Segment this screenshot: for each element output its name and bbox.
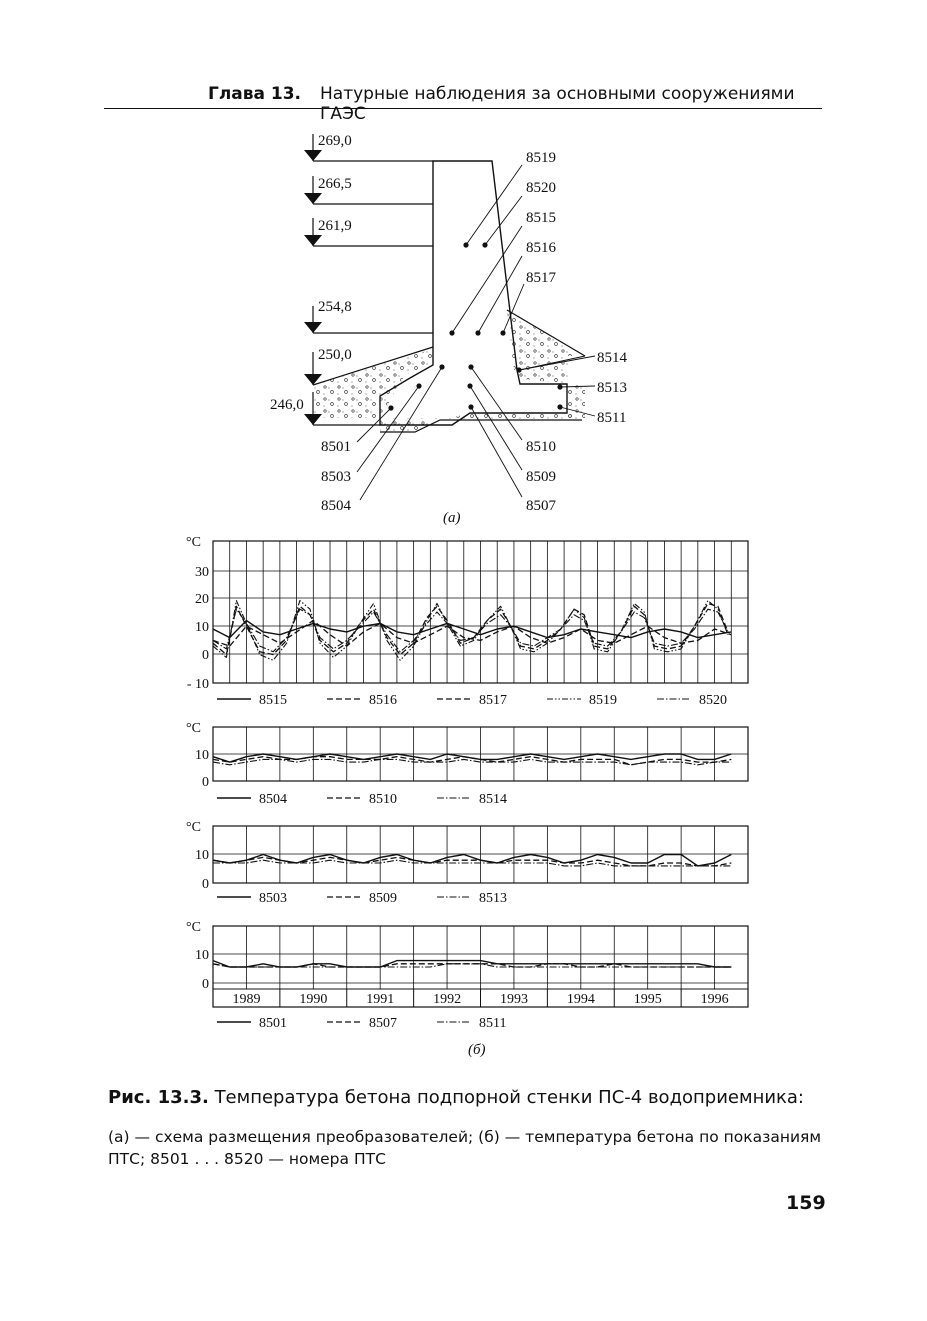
legend-label: 8517 <box>479 693 507 708</box>
legend-label: 8515 <box>259 693 287 708</box>
elevation-label: 266,5 <box>318 176 352 192</box>
sensor-label: 8507 <box>526 498 556 514</box>
caption-line: ПТС; 8501 . . . 8520 — номера ПТС <box>108 1150 386 1168</box>
y-tick-label: 20 <box>195 592 209 607</box>
legend-label: 8510 <box>369 792 397 807</box>
y-tick-label: 30 <box>195 565 209 580</box>
y-axis-unit: °C <box>186 721 201 736</box>
elevation-label: 250,0 <box>318 347 352 363</box>
sensor-label: 8516 <box>526 240 556 256</box>
y-axis-unit: °C <box>186 535 201 550</box>
y-tick-label: - 10 <box>186 677 209 692</box>
x-tick-label: 1991 <box>366 992 395 1007</box>
legend-label: 8516 <box>369 693 397 708</box>
figure-caption <box>108 1087 828 1108</box>
legend-label: 8520 <box>699 693 727 708</box>
y-tick-label: 10 <box>195 620 209 635</box>
y-tick-label: 10 <box>195 948 209 963</box>
sensor-label: 8510 <box>526 439 556 455</box>
sensor-label: 8517 <box>526 270 556 286</box>
y-tick-label: 10 <box>195 748 209 763</box>
legend-label: 8501 <box>259 1016 287 1031</box>
chapter-title: Натурные наблюдения за основными сооружениями ГАЭС <box>320 84 795 124</box>
x-tick-label: 1989 <box>232 992 261 1007</box>
chapter-label: Глава 13. <box>208 84 302 104</box>
sensor-label: 8515 <box>526 210 556 226</box>
legend-label: 8511 <box>479 1016 507 1031</box>
sensor-label: 8514 <box>597 350 627 366</box>
y-axis-unit: °C <box>186 920 201 935</box>
x-tick-label: 1995 <box>633 992 662 1007</box>
sensor-label: 8509 <box>526 469 556 485</box>
sensor-label: 8520 <box>526 180 556 196</box>
legend-label: 8504 <box>259 792 287 807</box>
elevation-label: 254,8 <box>318 299 352 315</box>
caption-line: (а) — схема размещения преобразователей; (б) — температура бетона по показаниям <box>108 1128 822 1146</box>
legend-label: 8503 <box>259 891 287 906</box>
series-line-8514 <box>213 759 731 764</box>
elevation-label: 246,0 <box>270 397 304 413</box>
figure-caption-detail <box>108 1126 828 1170</box>
y-tick-label: 0 <box>202 648 209 663</box>
figure-title: Температура бетона подпорной стенки ПС-4 водоприемника: <box>214 1087 805 1108</box>
legend-label: 8509 <box>369 891 397 906</box>
sensor-label: 8511 <box>597 410 627 426</box>
sensor-label: 8503 <box>321 469 351 485</box>
y-tick-label: 0 <box>202 775 209 790</box>
y-tick-label: 0 <box>202 877 209 892</box>
x-tick-label: 1994 <box>566 992 595 1007</box>
sensor-label: 8504 <box>321 498 351 514</box>
panel-label-b: (б) <box>468 1042 486 1058</box>
y-tick-label: 10 <box>195 848 209 863</box>
legend-label: 8507 <box>369 1016 397 1031</box>
elevation-label: 269,0 <box>318 133 352 149</box>
sensor-label: 8501 <box>321 439 351 455</box>
y-axis-unit: °C <box>186 820 201 835</box>
panel-label-a: (а) <box>443 510 461 526</box>
legend-label: 8519 <box>589 693 617 708</box>
legend-label: 8514 <box>479 792 507 807</box>
sensor-label: 8519 <box>526 150 556 166</box>
x-tick-label: 1993 <box>499 992 528 1007</box>
x-tick-label: 1996 <box>700 992 729 1007</box>
figure-number: Рис. 13.3. <box>108 1087 209 1108</box>
x-tick-label: 1990 <box>299 992 328 1007</box>
legend-label: 8513 <box>479 891 507 906</box>
page-number: 159 <box>786 1192 826 1214</box>
x-tick-label: 1992 <box>433 992 462 1007</box>
elevation-label: 261,9 <box>318 218 352 234</box>
y-tick-label: 0 <box>202 977 209 992</box>
sensor-label: 8513 <box>597 380 627 396</box>
series-line-8520 <box>213 609 728 652</box>
